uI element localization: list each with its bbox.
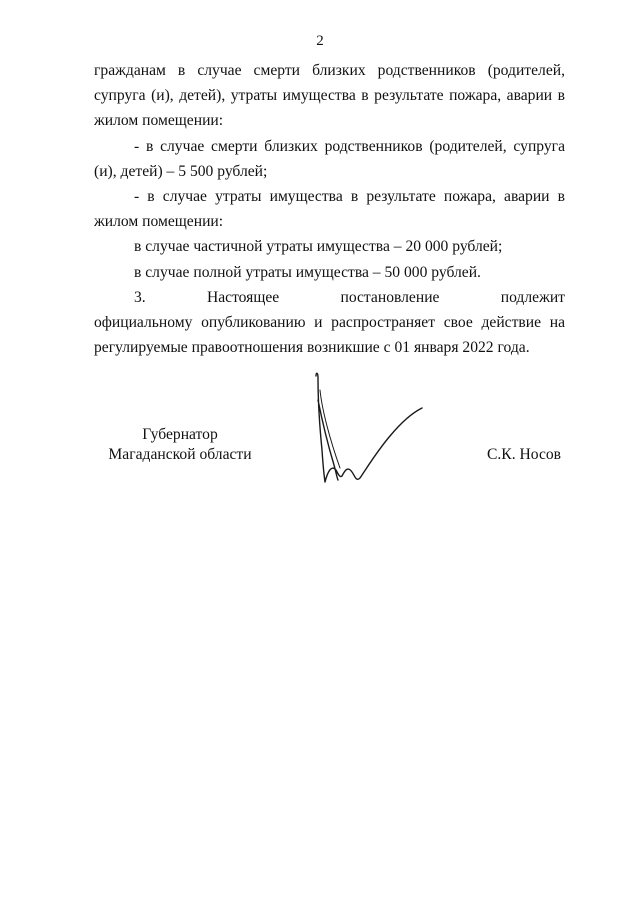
signer-position-line2: Магаданской области (108, 446, 252, 463)
signer-name: С.К. Носов (487, 446, 562, 463)
page-number: 2 (316, 33, 324, 49)
paragraph-property-loss: - в случае утраты имущества в результате пожара, аварии в жилом помещении: (94, 188, 565, 231)
paragraph-partial-loss: в случае частичной утраты имущества – 20 000 рублей; (134, 238, 503, 256)
handwritten-signature (300, 370, 440, 500)
signer-position (100, 425, 260, 465)
paragraph-death-relatives: - в случае смерти близких родственников (родителей, супруга (и), детей) – 5 500 рублей; (94, 137, 565, 180)
paragraph-full-loss: в случае полной утраты имущества – 50 000 рублей. (134, 263, 481, 281)
paragraph-continuation: гражданам в случае смерти близких родственников (родителей, супруга (и), детей), утраты имущества в результате пожара, аварии в жилом помещении: (94, 62, 565, 130)
paragraph-publication-clause: 3. Настоящее постановление подлежит официальному опубликованию и распространяет свое действие на регулируемые правоотношения возникшие с 01 января 2022 года. (94, 288, 589, 357)
signer-position-line1: Губернатор (142, 426, 218, 443)
